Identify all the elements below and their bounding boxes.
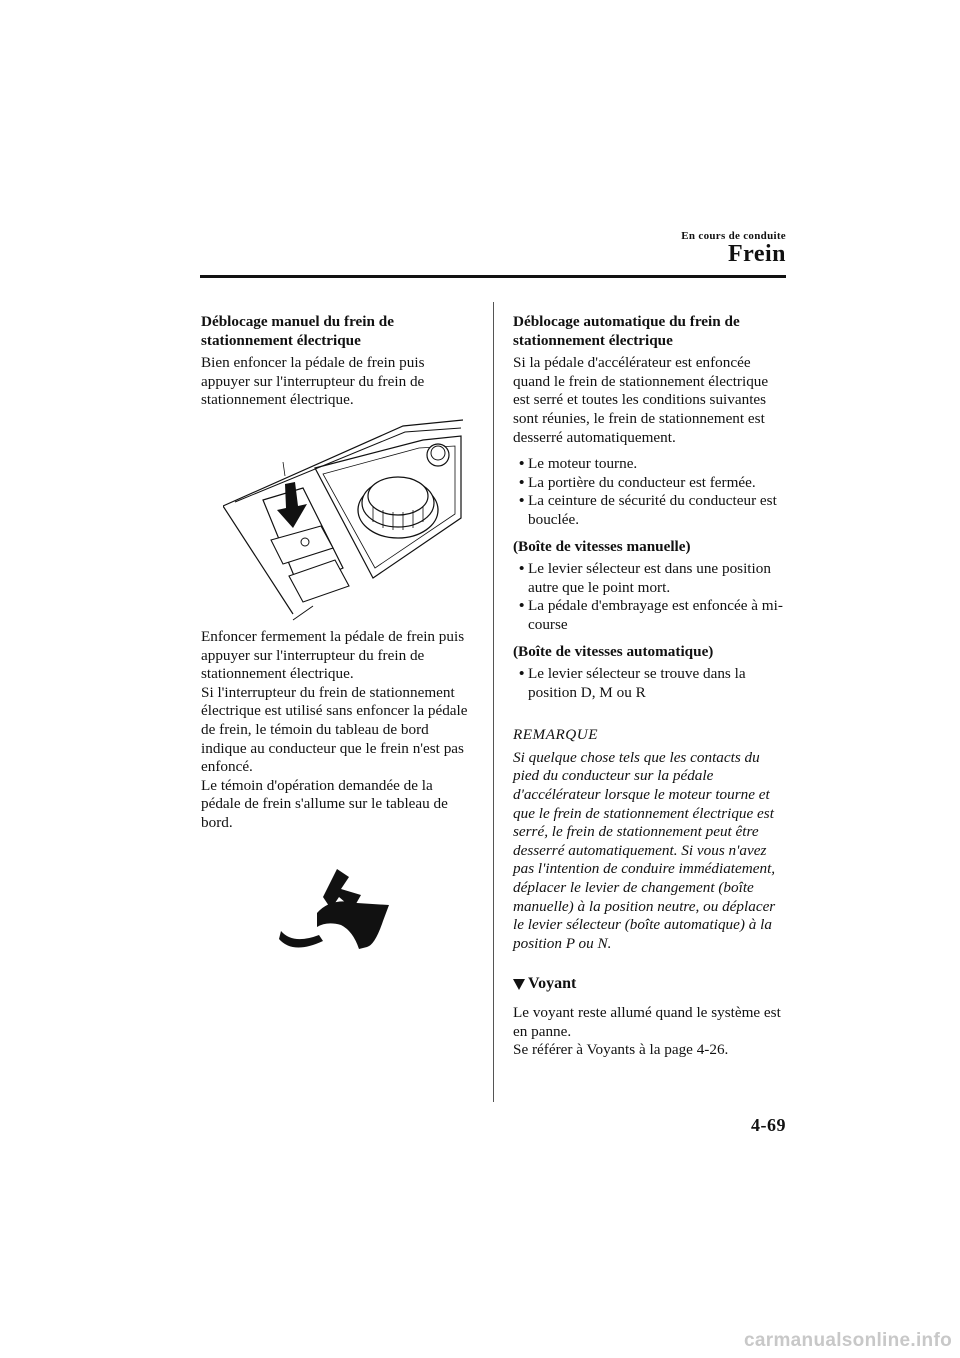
conditions-list [513, 455, 785, 529]
header-rule [200, 275, 786, 278]
auto-release-text: Si la pédale d'accélérateur est enfoncée quand le frein de stationnement électrique est serré et toutes les conditions suivantes sont réunies, le frein de stationnement est desserré automatiquement. [513, 354, 769, 446]
list-item: • Le levier sélecteur est dans une position autre que le point mort. [519, 560, 771, 596]
voyant-heading: Voyant [513, 975, 785, 994]
manual-conditions-list [513, 560, 785, 634]
watermark: carmanualsonline.info [744, 1330, 952, 1351]
right-column [513, 313, 785, 1060]
automatic-transmission-heading: (Boîte de vitesses automatique) [513, 642, 714, 660]
list-item: • La portière du conducteur est fermée. [519, 473, 756, 491]
page-title: Frein [727, 241, 786, 267]
auto-release-heading: Déblocage automatique du frein de stationnement électrique [513, 313, 740, 349]
manual-release-text: Bien enfoncer la pédale de frein puis appuyer sur l'interrupteur du frein de stationnement électrique. [201, 354, 425, 409]
automatic-conditions-list [513, 665, 785, 702]
list-item: • La ceinture de sécurité du conducteur est bouclée. [519, 492, 777, 528]
press-firmly-text: Enfoncer fermement la pédale de frein puis appuyer sur l'interrupteur du frein de stationnement électrique. [201, 627, 465, 683]
switch-without-brake-text: Si l'interrupteur du frein de stationnement électrique est utilisé sans enfoncer la pédale de frein, le témoin du tableau de bord indique au conducteur que le frein n'est pas enfoncé. [201, 683, 468, 776]
list-item: • La pédale d'embrayage est enfoncée à mi-course [519, 597, 783, 633]
indicator-light-text: Le témoin d'opération demandée de la pédale de frein s'allume sur le tableau de bord. [201, 776, 448, 831]
voyant-text: Le voyant reste allumé quand le système est en panne. [513, 1004, 781, 1040]
left-column [201, 313, 473, 949]
brake-pedal-warning-icon [279, 869, 391, 949]
section-triangle-icon [513, 979, 525, 990]
list-item: • Le moteur tourne. [519, 455, 638, 473]
parking-brake-console-illustration-icon [223, 418, 463, 622]
list-item: • Le levier sélecteur se trouve dans la position D, M ou R [519, 665, 746, 701]
manual-transmission-heading: (Boîte de vitesses manuelle) [513, 537, 691, 555]
remark-title: REMARQUE [513, 726, 598, 744]
header-section-label: En cours de conduite [681, 230, 786, 242]
voyant-reference: Se référer à Voyants à la page 4-26. [513, 1041, 729, 1059]
manual-release-heading: Déblocage manuel du frein de stationnement électrique [201, 313, 394, 349]
column-divider [493, 302, 494, 1102]
remark-body: Si quelque chose tels que les contacts du pied du conducteur sur la pédale d'accélérateur lorsque le moteur tourne et que le frein de stationnement électrique est serré, le frein de stationnement peut être desserré automatiquement. Si vous n'avez pas l'intention de conduire immédiatement, déplacer le levier de changement (boîte manuelle) à la position neutre, ou déplacer le levier sélecteur (boîte automatique) à la position P ou N. [513, 748, 776, 952]
page-number: 4-69 [751, 1115, 786, 1135]
